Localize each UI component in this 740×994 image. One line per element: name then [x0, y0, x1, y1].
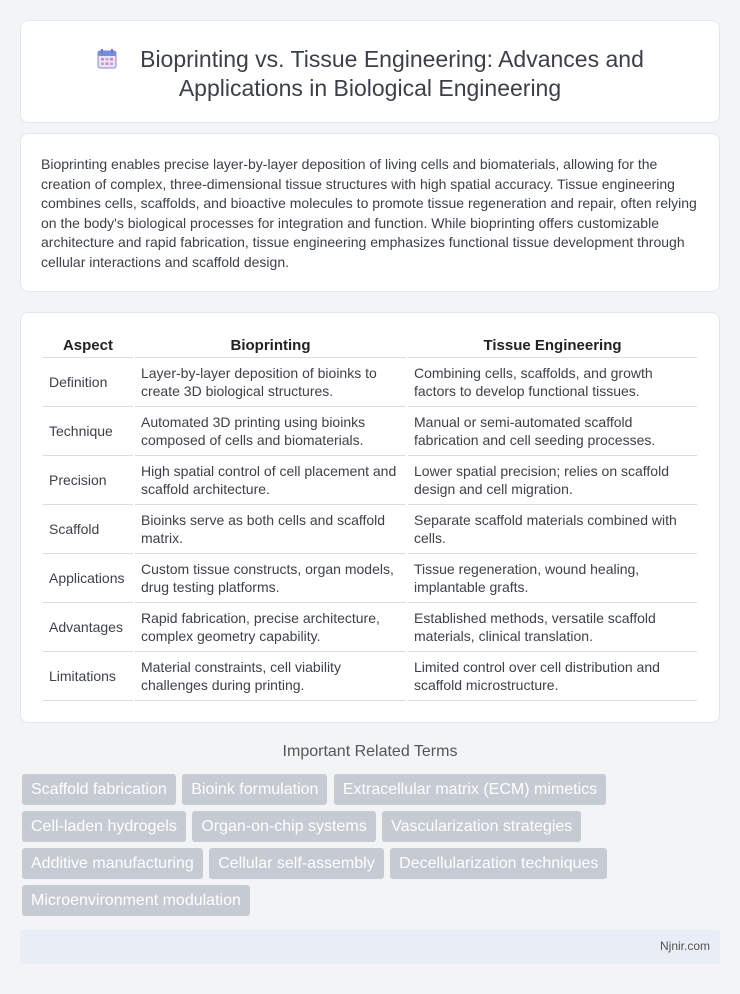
- tag-ecm-mimetics[interactable]: Extracellular matrix (ECM) mimetics: [334, 774, 606, 805]
- tissue-engineering-cell: Tissue regeneration, wound healing, implantable grafts.: [408, 554, 697, 603]
- bioprinting-cell: Custom tissue constructs, organ models, drug testing platforms.: [135, 554, 406, 603]
- table-row: [43, 554, 697, 603]
- tag-cellular-self-assembly[interactable]: Cellular self-assembly: [209, 848, 384, 879]
- table-row: [43, 407, 697, 456]
- title-line-2: Applications in Biological Engineering: [178, 75, 562, 101]
- bioprinting-cell: Automated 3D printing using bioinks composed of cells and biomaterials.: [135, 407, 406, 456]
- tag-microenvironment-modulation[interactable]: Microenvironment modulation: [22, 885, 250, 916]
- bioprinting-cell: High spatial control of cell placement and scaffold architecture.: [135, 456, 406, 505]
- aspect-cell: Limitations: [43, 652, 133, 701]
- header-aspect: Aspect: [43, 333, 133, 358]
- table-row: [43, 505, 697, 554]
- page-title: [21, 45, 719, 103]
- tissue-engineering-cell: Combining cells, scaffolds, and growth factors to develop functional tissues.: [408, 358, 697, 407]
- title-card: [20, 20, 720, 123]
- table-row: [43, 652, 697, 701]
- aspect-cell: Definition: [43, 358, 133, 407]
- related-terms-list: [22, 774, 722, 922]
- tag-additive-manufacturing[interactable]: Additive manufacturing: [22, 848, 203, 879]
- table-header-row: [43, 333, 697, 358]
- tag-cell-laden-hydrogels[interactable]: Cell-laden hydrogels: [22, 811, 186, 842]
- related-terms-heading: Important Related Terms: [282, 743, 458, 760]
- tag-decellularization[interactable]: Decellularization techniques: [390, 848, 607, 879]
- bioprinting-cell: Bioinks serve as both cells and scaffold matrix.: [135, 505, 406, 554]
- table-row: [43, 358, 697, 407]
- tag-scaffold-fabrication[interactable]: Scaffold fabrication: [22, 774, 176, 805]
- table-row: [43, 456, 697, 505]
- tissue-engineering-cell: Separate scaffold materials combined with cells.: [408, 505, 697, 554]
- tag-vascularization[interactable]: Vascularization strategies: [382, 811, 581, 842]
- tag-bioink-formulation[interactable]: Bioink formulation: [182, 774, 327, 805]
- tag-organ-on-chip[interactable]: Organ-on-chip systems: [192, 811, 375, 842]
- intro-card: [20, 133, 720, 292]
- comparison-table: [41, 333, 699, 701]
- comparison-card: [20, 312, 720, 723]
- tissue-engineering-cell: Lower spatial precision; relies on scaffold design and cell migration.: [408, 456, 697, 505]
- title-line-1: Bioprinting vs. Tissue Engineering: Advances and: [140, 46, 644, 72]
- aspect-cell: Advantages: [43, 603, 133, 652]
- aspect-cell: Technique: [43, 407, 133, 456]
- header-bioprinting: Bioprinting: [135, 333, 406, 358]
- bioprinting-cell: Layer-by-layer deposition of bioinks to create 3D biological structures.: [135, 358, 406, 407]
- table-row: [43, 603, 697, 652]
- bioprinting-cell: Material constraints, cell viability challenges during printing.: [135, 652, 406, 701]
- aspect-cell: Precision: [43, 456, 133, 505]
- tissue-engineering-cell: Manual or semi-automated scaffold fabrication and cell seeding processes.: [408, 407, 697, 456]
- footer-site-name[interactable]: Njnir.com: [659, 939, 710, 953]
- header-tissue-engineering: Tissue Engineering: [408, 333, 697, 358]
- tissue-engineering-cell: Limited control over cell distribution and scaffold microstructure.: [408, 652, 697, 701]
- intro-paragraph: Bioprinting enables precise layer-by-layer deposition of living cells and biomaterials, allowing for the creation of complex, three-dimensional tissue structures with high spatial accuracy. Tissue engineering combines cells, scaffolds, and bioactive molecules to promote tissue regeneration and repair, often relying on the body's biological processes for integration and function. While bioprinting offers customizable architecture and rapid fabrication, tissue engineering emphasizes functional tissue development through cellular interactions and scaffold design.: [41, 156, 697, 270]
- aspect-cell: Scaffold: [43, 505, 133, 554]
- tissue-engineering-cell: Established methods, versatile scaffold materials, clinical translation.: [408, 603, 697, 652]
- calendar-icon: [96, 48, 118, 70]
- bioprinting-cell: Rapid fabrication, precise architecture, complex geometry capability.: [135, 603, 406, 652]
- footer: [20, 930, 720, 964]
- aspect-cell: Applications: [43, 554, 133, 603]
